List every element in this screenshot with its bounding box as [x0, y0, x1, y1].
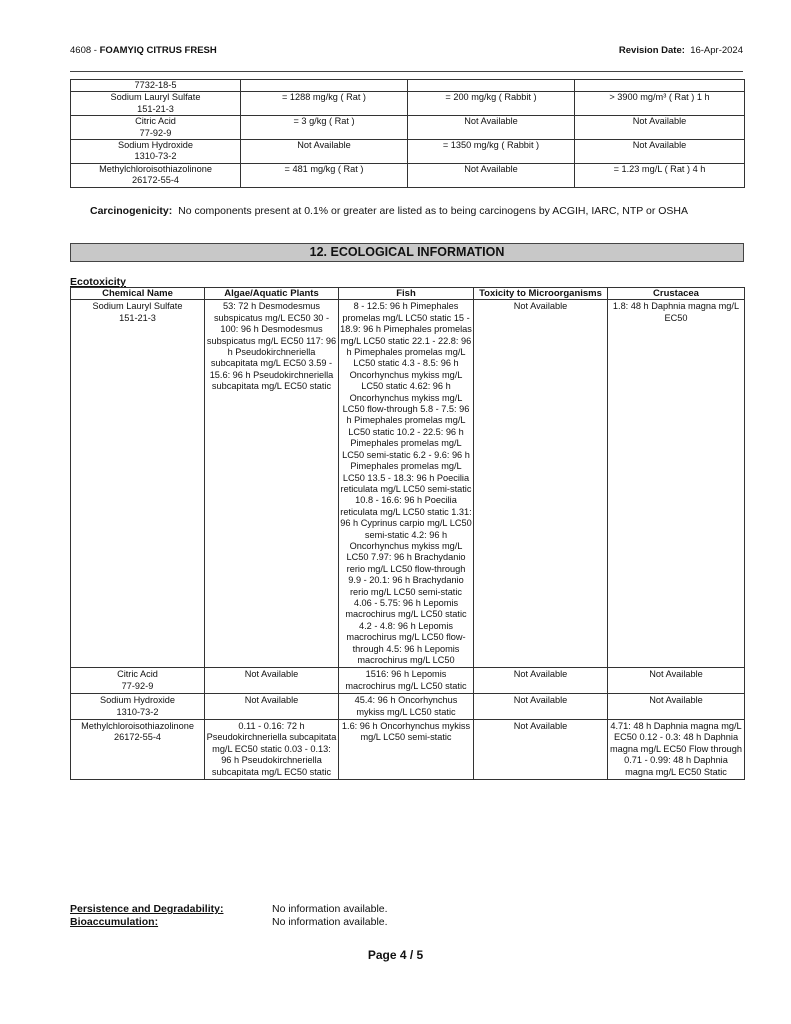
persistence-row	[70, 903, 388, 916]
tox-dermal	[408, 116, 575, 140]
eco-algae	[205, 694, 339, 720]
header-doc-title	[70, 45, 217, 56]
tox-row	[71, 116, 745, 140]
tox-chemical	[71, 80, 241, 92]
cas-number: 26172-55-4	[132, 175, 179, 186]
eco-row	[71, 720, 745, 780]
ecotoxicity-table	[70, 287, 745, 780]
chemical-name: Sodium Lauryl Sulfate	[92, 301, 183, 312]
crustacea-value: Not Available	[649, 669, 703, 680]
section-title: 12. ECOLOGICAL INFORMATION	[70, 243, 744, 262]
tox-oral	[241, 92, 408, 116]
eco-row	[71, 668, 745, 694]
carcinogenicity-text: No components present at 0.1% or greater are listed as to being carcinogens by ACGIH, IARC, NTP or OSHA	[178, 205, 689, 217]
dermal-ld50: Not Available	[464, 116, 518, 127]
eco-micro	[474, 668, 608, 694]
crustacea-value: 1.8: 48 h Daphnia magna mg/L EC50	[612, 301, 740, 323]
tox-inhalation	[575, 163, 745, 187]
dermal-ld50: Not Available	[464, 163, 518, 174]
algae-value: 0.11 - 0.16: 72 h Pseudokirchneriella subcapitata mg/L EC50 static 0.03 - 0.13: 96 h Pseudokirchneriella subcapitata mg/L EC50 static	[206, 721, 337, 777]
micro-value: Not Available	[513, 721, 568, 732]
doc-id: 4608 -	[70, 45, 100, 56]
col-chemical-name: Chemical Name	[71, 288, 205, 300]
ecotoxicity-heading: Ecotoxicity	[70, 276, 127, 288]
header-rule	[70, 71, 743, 72]
tox-inhalation	[575, 80, 745, 92]
product-name: FOAMYIQ CITRUS FRESH	[99, 45, 217, 56]
persistence-value: No information available.	[272, 903, 388, 915]
cas-number: 1310-73-2	[116, 706, 159, 717]
eco-algae	[205, 300, 339, 668]
eco-algae	[205, 720, 339, 780]
eco-crustacea	[608, 694, 745, 720]
bioaccumulation-label: Bioaccumulation:	[70, 916, 159, 928]
tox-dermal	[408, 140, 575, 164]
tox-row	[71, 92, 745, 116]
eco-header-row	[71, 288, 745, 300]
eco-micro	[474, 694, 608, 720]
eco-row	[71, 694, 745, 720]
cas-number: 151-21-3	[119, 312, 156, 323]
cas-number: 1310-73-2	[134, 151, 177, 162]
eco-chemical	[71, 694, 205, 720]
tox-chemical	[71, 92, 241, 116]
tox-oral	[241, 163, 408, 187]
inhalation-lc50: > 3900 mg/m³ ( Rat ) 1 h	[609, 92, 710, 103]
tox-dermal	[408, 80, 575, 92]
tox-oral	[241, 140, 408, 164]
fish-value: 45.4: 96 h Oncorhynchus mykiss mg/L LC50 static	[354, 695, 458, 717]
eco-chemical	[71, 668, 205, 694]
persistence-block	[70, 903, 388, 929]
tox-oral	[241, 116, 408, 140]
revision-date: 16-Apr-2024	[690, 45, 743, 56]
algae-value: Not Available	[244, 695, 299, 706]
acute-toxicity-table	[70, 79, 745, 188]
eco-fish	[339, 720, 474, 780]
revision-label: Revision Date:	[618, 45, 685, 56]
page-number: Page 4 / 5	[367, 948, 424, 962]
cas-number: 7732-18-5	[134, 80, 177, 90]
chemical-name: Citric Acid	[135, 116, 176, 127]
carcinogenicity-note	[90, 205, 740, 218]
eco-chemical	[71, 720, 205, 780]
eco-crustacea	[608, 668, 745, 694]
eco-chemical	[71, 300, 205, 668]
carcinogenicity-label: Carcinogenicity:	[90, 205, 173, 217]
chemical-name: Methylchloroisothiazolinone	[81, 721, 194, 732]
bioaccumulation-row	[70, 916, 388, 929]
crustacea-value: 4.71: 48 h Daphnia magna mg/L EC50 0.12 - 0.3: 48 h Daphnia magna mg/L EC50 Flow through 0.71 - 0.99: 48 h Daphnia magna mg/L EC50 Static	[610, 721, 742, 777]
tox-row	[71, 140, 745, 164]
persistence-label: Persistence and Degradability:	[70, 903, 224, 915]
eco-micro	[474, 720, 608, 780]
algae-value: 53: 72 h Desmodesmus subspicatus mg/L EC50 30 - 100: 96 h Desmodesmus subspicatus mg/L EC50 117: 96 h Pseudokirchneriella subcapitata mg/L EC50 3.59 - 15.6: 96 h Pseudokirchneriella subcapitata mg/L EC50 static	[206, 301, 337, 392]
tox-row	[71, 163, 745, 187]
inhalation-lc50: Not Available	[632, 140, 687, 151]
tox-chemical	[71, 116, 241, 140]
algae-value: Not Available	[244, 669, 299, 680]
tox-dermal	[408, 92, 575, 116]
tox-dermal	[408, 163, 575, 187]
eco-crustacea	[608, 300, 745, 668]
inhalation-lc50: Not Available	[632, 116, 687, 127]
chemical-name: Sodium Hydroxide	[117, 140, 194, 151]
eco-algae	[205, 668, 339, 694]
chemical-name: Sodium Hydroxide	[99, 695, 176, 706]
eco-micro	[474, 300, 608, 668]
micro-value: Not Available	[513, 669, 568, 680]
col-microorganisms: Toxicity to Microorganisms	[474, 288, 608, 300]
fish-value: 1516: 96 h Lepomis macrochirus mg/L LC50 static	[345, 669, 467, 691]
eco-crustacea	[608, 720, 745, 780]
fish-value: 1.6: 96 h Oncorhynchus mykiss mg/L LC50 semi-static	[341, 721, 471, 743]
eco-fish	[339, 668, 474, 694]
cas-number: 77-92-9	[121, 680, 154, 691]
oral-ld50: = 481 mg/kg ( Rat )	[284, 163, 364, 174]
chemical-name: Sodium Lauryl Sulfate	[110, 92, 201, 103]
tox-inhalation	[575, 140, 745, 164]
micro-value: Not Available	[513, 301, 568, 312]
col-fish: Fish	[339, 288, 474, 300]
micro-value: Not Available	[513, 695, 568, 706]
dermal-ld50: = 200 mg/kg ( Rabbit )	[445, 92, 537, 103]
fish-value: 8 - 12.5: 96 h Pimephales promelas mg/L LC50 static 15 - 18.9: 96 h Pimephales promelas mg/L LC50 static 22.1 - 22.8: 96 h Pimephales promelas mg/L LC50 static 4.3 - 8.5: 96 h Oncorhynchus mykiss mg/L LC50 static 4.62: 96 h Oncorhynchus mykiss mg/L LC50 flow-through 5.8 - 7.5: 96 h Pimephales promelas mg/L LC50 static 10.2 - 22.5: 96 h Pimephales promelas mg/L LC50 semi-static 6.2 - 9.6: 96 h Pimephales promelas mg/L LC50 13.5 - 18.3: 96 h Poecilia reticulata mg/L LC50 semi-static 10.8 - 16.6: 96 h Poecilia reticulata mg/L LC50 static 1.31: 96 h Cyprinus carpio mg/L LC50 semi-static 4.2: 96 h Oncorhynchus mykiss mg/L LC50 7.97: 96 h Brachydanio rerio mg/L LC50 flow-through 9.9 - 20.1: 96 h Brachydanio rerio mg/L LC50 semi-static 4.06 - 5.75: 96 h Lepomis macrochirus mg/L LC50 static 4.2 - 4.8: 96 h Lepomis macrochirus mg/L LC50 flow-through 4.5: 96 h Lepomis macrochirus mg/L LC50	[340, 301, 472, 665]
tox-oral	[241, 80, 408, 92]
eco-fish	[339, 300, 474, 668]
cas-number: 77-92-9	[139, 127, 172, 138]
cas-number: 26172-55-4	[114, 732, 161, 743]
oral-ld50: Not Available	[297, 140, 351, 151]
tox-chemical	[71, 140, 241, 164]
eco-row	[71, 300, 745, 668]
tox-inhalation	[575, 92, 745, 116]
tox-inhalation	[575, 116, 745, 140]
bioaccumulation-value: No information available.	[272, 916, 388, 928]
tox-row	[71, 80, 745, 92]
chemical-name: Citric Acid	[117, 669, 158, 680]
oral-ld50: = 3 g/kg ( Rat )	[293, 116, 355, 127]
header-revision	[619, 45, 743, 56]
oral-ld50: = 1288 mg/kg ( Rat )	[281, 92, 366, 103]
col-crustacea: Crustacea	[608, 288, 745, 300]
cas-number: 151-21-3	[137, 103, 174, 114]
inhalation-lc50: = 1.23 mg/L ( Rat ) 4 h	[613, 163, 706, 174]
chemical-name: Methylchloroisothiazolinone	[99, 163, 212, 174]
col-algae: Algae/Aquatic Plants	[205, 288, 339, 300]
tox-chemical	[71, 163, 241, 187]
crustacea-value: Not Available	[649, 695, 703, 706]
eco-fish	[339, 694, 474, 720]
dermal-ld50: = 1350 mg/kg ( Rabbit )	[442, 140, 540, 151]
